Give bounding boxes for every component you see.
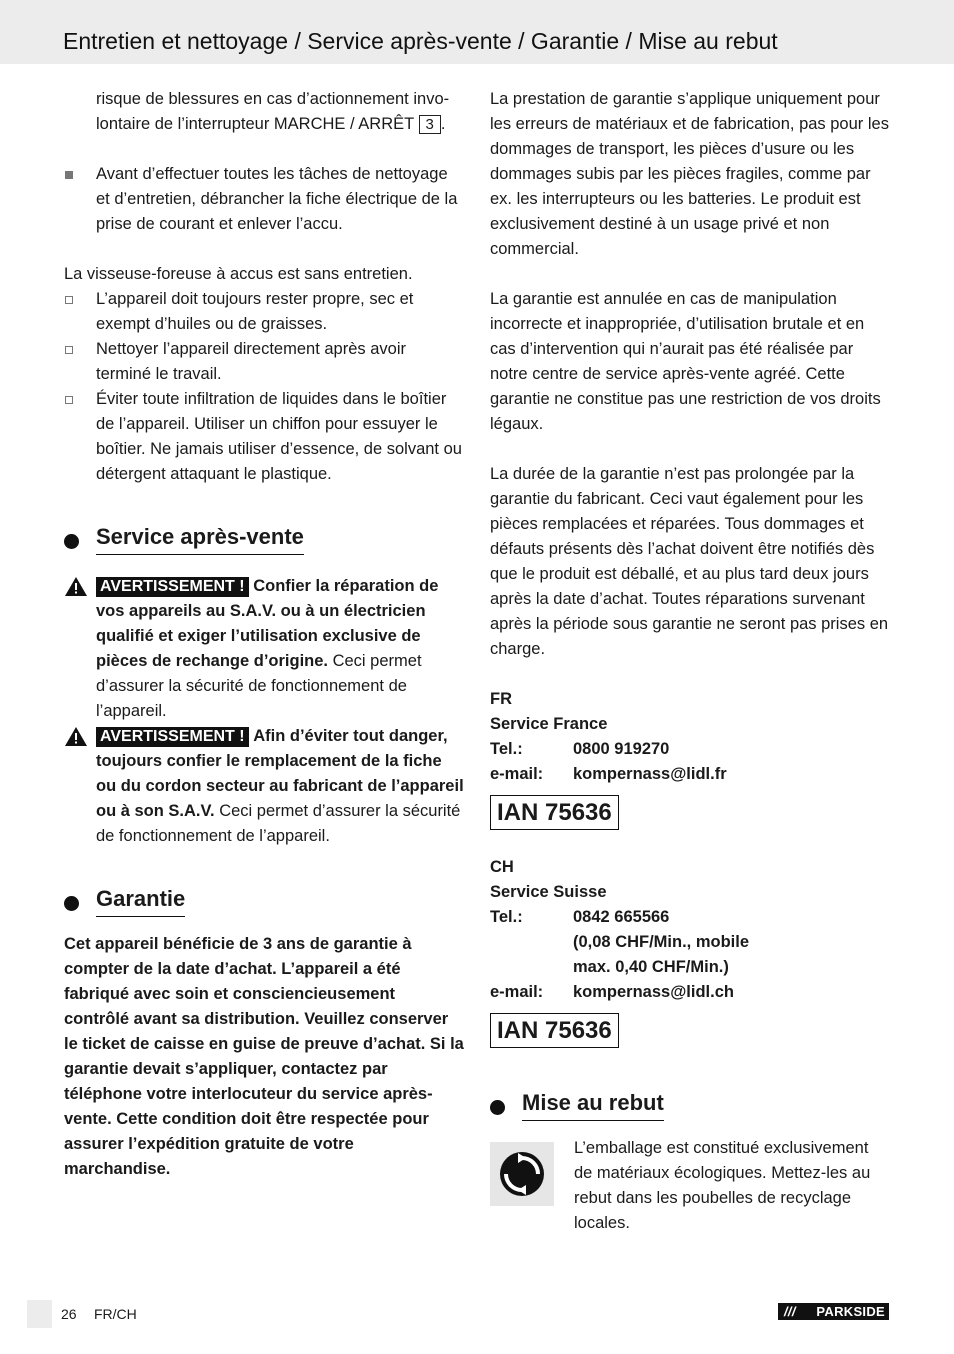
- warning-block-2: [64, 724, 464, 849]
- list-item-text: Éviter toute infiltration de liquides dans le boîtier de l’appareil. Utiliser un chiffon pour essuyer le boîtier. Ne jamais utiliser d’essence, de solvant ou détergent attaquant le plastique.: [96, 390, 462, 483]
- garantie-duration-paragraph: La durée de la garantie n’est pas prolongée par la garantie du fabricant. Ceci vaut également pour les pièces remplacées et réparées. Tous dommages et défauts présents dès l’achat doivent être notifiés dès que le produit est déballé, et au plus tard deux jours après la date d’achat. Toutes réparations survenant après la période sous garantie ne seront pas prises en charge.: [490, 465, 889, 658]
- brand-name: PARKSIDE: [816, 1304, 885, 1319]
- email-label: e-mail:: [490, 765, 544, 783]
- key-reference: 3: [419, 115, 441, 134]
- square-bullet-icon: [65, 171, 73, 179]
- warning-badge: AVERTISSEMENT !: [96, 727, 249, 747]
- left-column: [64, 87, 464, 1182]
- contact-phone-row: [490, 905, 890, 930]
- contact-email-row: [490, 762, 890, 787]
- list-item-text: L’appareil doit toujours rester propre, sec et exempt d’huiles ou de graisses.: [96, 290, 414, 333]
- phone-label: Tel.:: [490, 740, 523, 758]
- section-heading-label: Service après-vente: [96, 520, 304, 555]
- list-item: [64, 337, 464, 387]
- phone-number: 0800 919270: [573, 740, 670, 758]
- warning-normal-text: Ceci permet d’assurer la sécurité de fonctionnement de l’appareil.: [96, 802, 461, 845]
- email-address: kompernass@lidl.ch: [573, 983, 734, 1001]
- garantie-bold-text: Cet appareil bénéficie de 3 ans de garantie à compter de la date d’achat. L’appareil a été fabriqué avec soin et consciencieusement contrôlé avant sa distribution. Veuillez conserver le ticket de caisse en guise de preuve d’achat. Si la garantie devait s’appliquer, contactez par téléphone votre interlocuteur du service après-vente. Cette condition doit être respectée pour assurer l’expédition gratuite de votre marchandise.: [64, 935, 464, 1178]
- maintenance-intro: La visseuse-foreuse à accus est sans entretien.: [64, 265, 413, 283]
- warning-bold-text: Afin d’éviter tout danger, toujours confier le remplacement de la fiche ou du cordon secteur au fabricant de l’appareil ou à son S.A.V.: [96, 727, 464, 820]
- bullet-dot-icon: [490, 1100, 505, 1115]
- checkbox-bullet-icon: [65, 396, 73, 404]
- continued-paragraph: [64, 87, 464, 137]
- bullet-dot-icon: [64, 896, 79, 911]
- phone-label: Tel.:: [490, 908, 523, 926]
- section-heading-service: [64, 520, 464, 570]
- phone-number: 0842 665566: [573, 908, 670, 926]
- section-heading-label: Mise au rebut: [522, 1086, 664, 1121]
- disposal-block: [490, 1136, 890, 1236]
- contact-service: Service France: [490, 715, 608, 733]
- bullet-dot-icon: [64, 534, 79, 549]
- contact-phone-row: [490, 737, 890, 762]
- locale-label: FR/CH: [94, 1306, 137, 1322]
- continued-text: risque de blessures en cas d’actionnement invo-lontaire de l’interrupteur MARCHE / ARRÊT: [96, 90, 450, 133]
- garantie-text: [64, 932, 464, 1182]
- email-label: e-mail:: [490, 983, 544, 1001]
- contact-phone-note: [490, 930, 890, 955]
- contact-phone-note: [490, 955, 890, 980]
- ian-box: IAN 75636: [490, 1013, 619, 1048]
- contact-france: [490, 687, 890, 830]
- checkbox-bullet-icon: [65, 346, 73, 354]
- warning-triangle-icon: [64, 726, 88, 747]
- contact-suisse: [490, 855, 890, 1048]
- footer-box: [27, 1300, 52, 1328]
- warning-normal-text: Ceci permet d’assurer la sécurité de fonctionnement de l’appareil.: [96, 652, 422, 720]
- warning-block-1: [64, 574, 464, 724]
- phone-note: max. 0,40 CHF/Min.): [573, 958, 729, 976]
- list-item: [64, 387, 464, 487]
- section-heading-label: Garantie: [96, 882, 185, 917]
- brand-logo: [778, 1303, 889, 1320]
- contact-email-row: [490, 980, 890, 1005]
- warning-triangle-icon: [64, 576, 88, 597]
- email-address: kompernass@lidl.fr: [573, 765, 727, 783]
- section-heading-garantie: [64, 882, 464, 932]
- list-item-text: Nettoyer l’appareil directement après avoir terminé le travail.: [96, 340, 406, 383]
- recycle-symbol-icon: [490, 1142, 554, 1206]
- right-column: [490, 87, 890, 1236]
- phone-note: (0,08 CHF/Min., mobile: [573, 933, 750, 951]
- list-item: [64, 287, 464, 337]
- section-heading-rebut: [490, 1086, 890, 1136]
- page-title: Entretien et nettoyage / Service après-vente / Garantie / Mise au rebut: [63, 28, 778, 54]
- warning-bold-text: Confier la réparation de vos appareils au S.A.V. ou à un électricien qualifié et exiger l’utilisation exclusive de pièces de rechange d’origine.: [96, 577, 439, 670]
- contact-country: CH: [490, 858, 514, 876]
- continued-text-end: .: [440, 115, 446, 133]
- ian-box: IAN 75636: [490, 795, 619, 830]
- brand-slashes: ///: [784, 1304, 796, 1319]
- contact-country: FR: [490, 690, 512, 708]
- bullet-text: Avant d’effectuer toutes les tâches de nettoyage et d’entretien, débrancher la fiche électrique de la prise de courant et enlever l’accu.: [96, 165, 458, 233]
- bullet-unplug: [64, 162, 464, 237]
- garantie-scope-paragraph: La prestation de garantie s’applique uniquement pour les erreurs de matériaux et de fabrication, pas pour les dommages de transport, les pièces d’usure ou les dommages subis par les pièces fragiles, comme par ex. les interrupteurs ou les batteries. Le produit est exclusivement destiné à un usage privé et non commercial.: [490, 90, 889, 258]
- page-number: 26: [61, 1306, 77, 1322]
- disposal-text: L’emballage est constitué exclusivement de matériaux écologiques. Mettez-les au rebut dans les poubelles de recyclage locales.: [574, 1139, 871, 1232]
- warning-badge: AVERTISSEMENT !: [96, 577, 249, 597]
- garantie-void-paragraph: La garantie est annulée en cas de manipulation incorrecte et inappropriée, d’utilisation brutale et en cas d’intervention qui n’aurait pas été réalisée par notre centre de service après-vente agréé. Cette garantie ne constitue pas une restriction de vos droits légaux.: [490, 290, 881, 433]
- checkbox-bullet-icon: [65, 296, 73, 304]
- contact-service: Service Suisse: [490, 883, 607, 901]
